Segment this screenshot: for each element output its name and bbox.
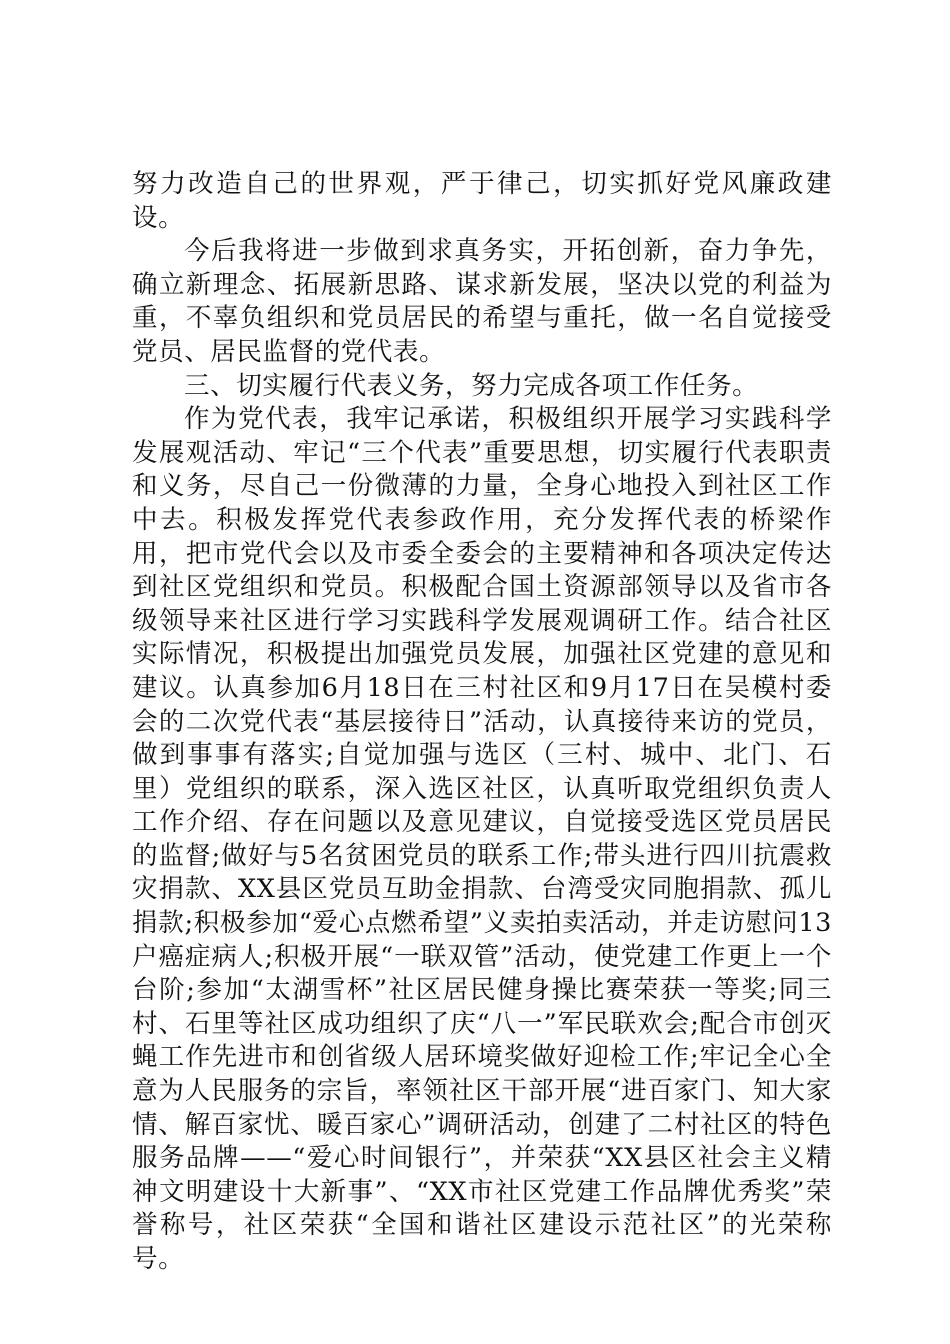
paragraph-1: 努力改造自己的世界观，严于律己，切实抓好党风廉政建设。	[132, 169, 832, 233]
document-body	[132, 168, 832, 1277]
paragraph-2: 今后我将进一步做到求真务实，开拓创新，奋力争先，确立新理念、拓展新思路、谋求新发展，坚决以党的利益为重，不辜负组织和党员居民的希望与重托，做一名自觉接受党员、居民监督的党代表。	[132, 236, 832, 367]
paragraph-4: 作为党代表，我牢记承诺，积极组织开展学习实践科学发展观活动、牢记“三个代表”重要思想，切实履行代表职责和义务，尽自己一份微薄的力量，全身心地投入到社区工作中去。积极发挥党代表参政作用，充分发挥代表的桥梁作用，把市党代会以及市委全委会的主要精神和各项决定传达到社区党组织和党员。积极配合国土资源部领导以及省市各级领导来社区进行学习实践科学发展观调研工作。结合社区实际情况，积极提出加强党员发展，加强社区党建的意见和建议。认真参加6月18日在三村社区和9月17日在吴模村委会的二次党代表“基层接待日”活动，认真接待来访的党员，做到事事有落实;自觉加强与选区（三村、城中、北门、石里）党组织的联系，深入选区社区，认真听取党组织负责人工作介绍、存在问题以及意见建议，自觉接受选区党员居民的监督;做好与5名贫困党员的联系工作;带头进行四川抗震救灾捐款、XX县区党员互助金捐款、台湾受灾同胞捐款、孤儿捐款;积极参加“爱心点燃希望”义卖拍卖活动，并走访慰问13户癌症病人;积极开展“一联双管”活动，使党建工作更上一个台阶;参加“太湖雪杯”社区居民健身操比赛荣获一等奖;同三村、石里等社区成功组织了庆“八一”军民联欢会;配合市创灭蝇工作先进市和创省级人居环境奖做好迎检工作;牢记全心全意为人民服务的宗旨，率领社区干部开展“进百家门、知大家情、解百家忧、暖百家心”调研活动，创建了二村社区的特色服务品牌——“爱心时间银行”，并荣获“XX县区社会主义精神文明建设十大新事”、“XX市社区党建工作品牌优秀奖”荣誉称号，社区荣获“全国和谐社区建设示范社区”的光荣称号。	[132, 404, 832, 1274]
section-heading-3: 三、切实履行代表义务，努力完成各项工作任务。	[184, 370, 759, 401]
